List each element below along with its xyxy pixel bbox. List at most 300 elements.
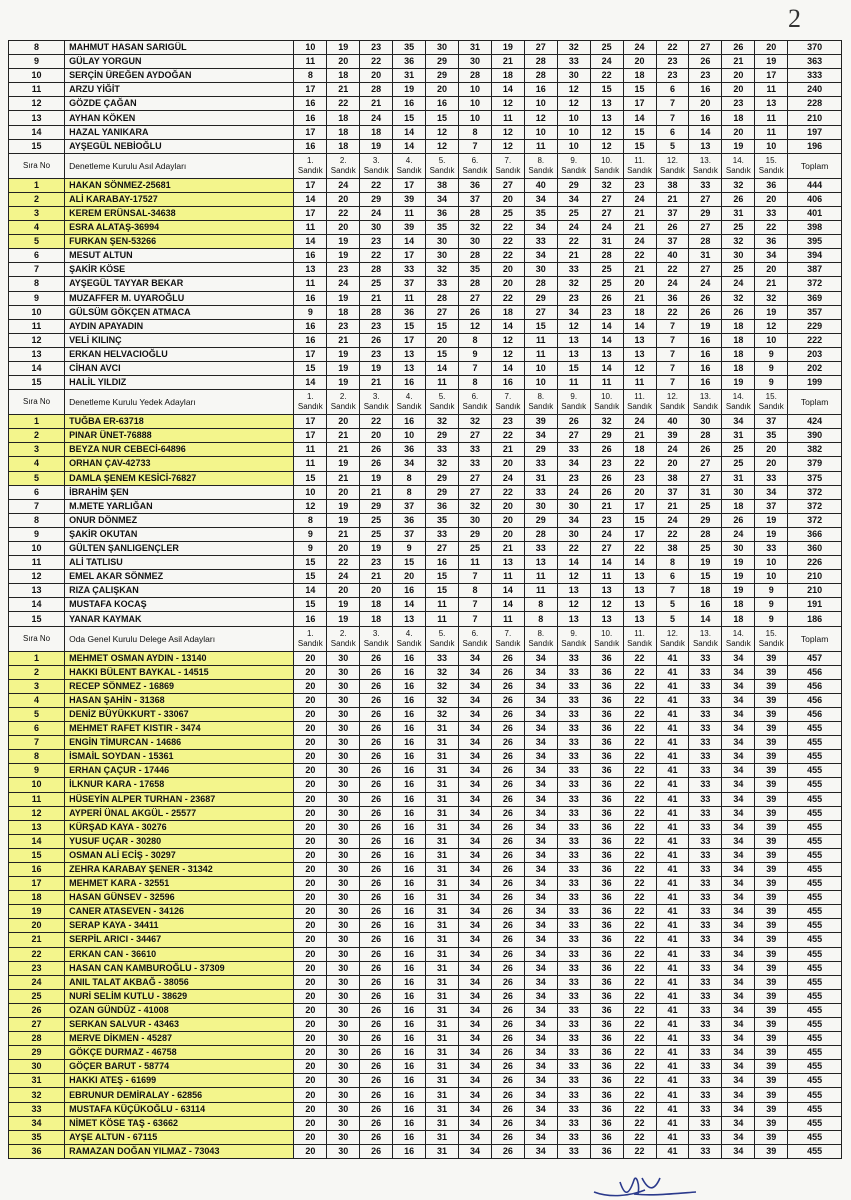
ballot-box-header: 15. Sandık: [755, 626, 788, 651]
vote-count: 13: [590, 584, 623, 598]
vote-count: 37: [393, 277, 426, 291]
total-votes: 455: [788, 877, 842, 891]
vote-count: 34: [524, 1102, 557, 1116]
vote-count: 36: [590, 750, 623, 764]
vote-count: 33: [557, 919, 590, 933]
row-number: 35: [9, 1130, 65, 1144]
vote-count: 25: [360, 527, 393, 541]
row-number: 17: [9, 877, 65, 891]
vote-count: 18: [360, 612, 393, 626]
vote-count: 26: [491, 820, 524, 834]
vote-count: 36: [590, 919, 623, 933]
candidate-name: SERAP KAYA - 34411: [65, 919, 294, 933]
vote-count: 37: [393, 527, 426, 541]
table-row: [9, 206, 842, 220]
vote-count: 15: [426, 111, 459, 125]
vote-count: 33: [557, 1102, 590, 1116]
vote-count: 39: [755, 1130, 788, 1144]
vote-count: 17: [623, 527, 656, 541]
vote-count: 20: [294, 1060, 327, 1074]
vote-count: 20: [491, 527, 524, 541]
ballot-box-header: 15. Sandık: [755, 153, 788, 178]
vote-count: 36: [590, 1130, 623, 1144]
vote-count: 13: [755, 97, 788, 111]
vote-count: 22: [623, 665, 656, 679]
vote-count: 31: [426, 891, 459, 905]
vote-count: 41: [656, 707, 689, 721]
vote-count: 33: [755, 542, 788, 556]
vote-count: 38: [656, 542, 689, 556]
vote-count: 12: [590, 139, 623, 153]
vote-count: 39: [755, 919, 788, 933]
vote-count: 33: [557, 1060, 590, 1074]
total-votes: 406: [788, 192, 842, 206]
row-number: 1: [9, 178, 65, 192]
vote-count: 30: [327, 1003, 360, 1017]
vote-count: 39: [755, 707, 788, 721]
vote-count: 15: [426, 319, 459, 333]
vote-count: 16: [393, 764, 426, 778]
vote-count: 16: [393, 1116, 426, 1130]
vote-count: 18: [623, 69, 656, 83]
vote-count: 22: [623, 1032, 656, 1046]
row-number: 8: [9, 513, 65, 527]
vote-count: 26: [360, 679, 393, 693]
section-title: Oda Genel Kurulu Delege Asil Adayları: [65, 626, 294, 651]
total-votes: 379: [788, 457, 842, 471]
vote-count: 34: [722, 1003, 755, 1017]
vote-count: 34: [458, 989, 491, 1003]
vote-count: 34: [722, 679, 755, 693]
vote-count: 15: [294, 361, 327, 375]
total-header: Toplam: [788, 626, 842, 651]
vote-count: 9: [755, 376, 788, 390]
ballot-box-header: 5. Sandık: [426, 153, 459, 178]
vote-count: 30: [327, 1130, 360, 1144]
vote-count: 26: [722, 192, 755, 206]
row-number: 2: [9, 192, 65, 206]
vote-count: 16: [393, 750, 426, 764]
ballot-box-header: 4. Sandık: [393, 390, 426, 415]
total-votes: 455: [788, 1060, 842, 1074]
vote-count: 26: [491, 1130, 524, 1144]
table-row: [9, 1003, 842, 1017]
vote-count: 19: [327, 249, 360, 263]
vote-count: 34: [458, 961, 491, 975]
candidate-name: TUĞBA ER-63718: [65, 415, 294, 429]
vote-count: 24: [327, 277, 360, 291]
vote-count: 39: [755, 947, 788, 961]
vote-count: 41: [656, 1060, 689, 1074]
vote-count: 11: [294, 443, 327, 457]
vote-count: 29: [426, 471, 459, 485]
vote-count: 30: [722, 485, 755, 499]
vote-count: 38: [656, 471, 689, 485]
vote-count: 40: [656, 415, 689, 429]
total-votes: 455: [788, 750, 842, 764]
vote-count: 23: [360, 347, 393, 361]
vote-count: 29: [426, 55, 459, 69]
vote-count: 26: [360, 333, 393, 347]
vote-count: 26: [491, 722, 524, 736]
vote-count: 41: [656, 989, 689, 1003]
candidate-name: AYŞEGÜL TAYYAR BEKAR: [65, 277, 294, 291]
table-row: [9, 221, 842, 235]
total-votes: 455: [788, 891, 842, 905]
vote-count: 27: [458, 471, 491, 485]
vote-count: 11: [426, 376, 459, 390]
total-votes: 229: [788, 319, 842, 333]
vote-count: 35: [426, 221, 459, 235]
vote-count: 26: [360, 891, 393, 905]
vote-count: 31: [722, 429, 755, 443]
vote-count: 16: [294, 97, 327, 111]
vote-count: 32: [722, 235, 755, 249]
vote-count: 39: [755, 1046, 788, 1060]
vote-count: 34: [722, 792, 755, 806]
vote-count: 34: [524, 736, 557, 750]
vote-count: 34: [524, 947, 557, 961]
vote-count: 37: [458, 192, 491, 206]
vote-count: 27: [458, 291, 491, 305]
vote-count: 36: [590, 736, 623, 750]
vote-count: 28: [524, 277, 557, 291]
vote-count: 33: [689, 764, 722, 778]
vote-count: 20: [491, 513, 524, 527]
vote-count: 16: [491, 376, 524, 390]
vote-count: 20: [623, 55, 656, 69]
vote-count: 17: [294, 125, 327, 139]
vote-count: 35: [524, 206, 557, 220]
row-number: 27: [9, 1018, 65, 1032]
vote-count: 33: [689, 792, 722, 806]
vote-count: 22: [623, 1130, 656, 1144]
vote-count: 14: [590, 361, 623, 375]
table-row: [9, 361, 842, 375]
candidate-name: AYHAN KÖKEN: [65, 111, 294, 125]
table-row: [9, 83, 842, 97]
table-row: [9, 235, 842, 249]
vote-count: 23: [590, 305, 623, 319]
vote-count: 31: [722, 206, 755, 220]
vote-count: 20: [327, 542, 360, 556]
vote-count: 31: [426, 919, 459, 933]
vote-count: 13: [393, 612, 426, 626]
total-votes: 382: [788, 443, 842, 457]
vote-count: 23: [623, 471, 656, 485]
candidate-name: CİHAN AVCI: [65, 361, 294, 375]
ballot-box-header: 15. Sandık: [755, 390, 788, 415]
table-row: [9, 862, 842, 876]
vote-count: 36: [590, 1003, 623, 1017]
table-body: [9, 41, 842, 1159]
results-sheet: [8, 40, 842, 1159]
vote-count: 22: [623, 693, 656, 707]
vote-count: 23: [360, 319, 393, 333]
total-votes: 455: [788, 975, 842, 989]
vote-count: 29: [524, 513, 557, 527]
vote-count: 24: [557, 485, 590, 499]
vote-count: 34: [722, 975, 755, 989]
row-number: 7: [9, 736, 65, 750]
vote-count: 30: [327, 707, 360, 721]
vote-count: 30: [426, 249, 459, 263]
candidate-name: ANIL TALAT AKBAĞ - 38056: [65, 975, 294, 989]
vote-count: 34: [458, 862, 491, 876]
vote-count: 24: [623, 41, 656, 55]
vote-count: 21: [360, 485, 393, 499]
vote-count: 34: [524, 877, 557, 891]
vote-count: 18: [327, 125, 360, 139]
vote-count: 33: [689, 1032, 722, 1046]
vote-count: 11: [524, 347, 557, 361]
vote-count: 34: [722, 961, 755, 975]
vote-count: 26: [491, 891, 524, 905]
vote-count: 26: [360, 834, 393, 848]
vote-count: 34: [524, 192, 557, 206]
vote-count: 12: [491, 125, 524, 139]
vote-count: 20: [294, 961, 327, 975]
vote-count: 37: [656, 206, 689, 220]
vote-count: 33: [689, 877, 722, 891]
ballot-box-header: 11. Sandık: [623, 626, 656, 651]
vote-count: 16: [294, 612, 327, 626]
vote-count: 10: [755, 570, 788, 584]
vote-count: 41: [656, 750, 689, 764]
vote-count: 26: [491, 1032, 524, 1046]
vote-count: 41: [656, 1074, 689, 1088]
candidate-name: İSMAİL SOYDAN - 15361: [65, 750, 294, 764]
vote-count: 39: [755, 891, 788, 905]
total-votes: 455: [788, 1088, 842, 1102]
vote-count: 34: [524, 693, 557, 707]
vote-count: 36: [590, 1102, 623, 1116]
vote-count: 19: [327, 41, 360, 55]
vote-count: 25: [722, 221, 755, 235]
table-row: [9, 679, 842, 693]
vote-count: 23: [590, 513, 623, 527]
vote-count: 34: [722, 736, 755, 750]
vote-count: 33: [557, 806, 590, 820]
vote-count: 20: [294, 1088, 327, 1102]
ballot-box-header: 12. Sandık: [656, 153, 689, 178]
row-number: 32: [9, 1088, 65, 1102]
vote-count: 29: [524, 291, 557, 305]
vote-count: 18: [722, 319, 755, 333]
vote-count: 9: [755, 584, 788, 598]
vote-count: 36: [656, 291, 689, 305]
vote-count: 22: [656, 41, 689, 55]
vote-count: 11: [524, 570, 557, 584]
vote-count: 8: [393, 485, 426, 499]
vote-count: 28: [590, 249, 623, 263]
vote-count: 34: [458, 679, 491, 693]
table-row: [9, 139, 842, 153]
table-row: [9, 848, 842, 862]
vote-count: 19: [755, 527, 788, 541]
vote-count: 10: [557, 139, 590, 153]
vote-count: 14: [491, 319, 524, 333]
total-votes: 455: [788, 933, 842, 947]
vote-count: 30: [327, 1060, 360, 1074]
vote-count: 30: [327, 1032, 360, 1046]
total-votes: 455: [788, 792, 842, 806]
vote-count: 31: [426, 989, 459, 1003]
vote-count: 28: [360, 305, 393, 319]
row-number: 36: [9, 1144, 65, 1158]
vote-count: 22: [623, 834, 656, 848]
vote-count: 26: [491, 778, 524, 792]
vote-count: 19: [327, 361, 360, 375]
total-votes: 357: [788, 305, 842, 319]
vote-count: 28: [458, 249, 491, 263]
vote-count: 34: [524, 862, 557, 876]
total-votes: 333: [788, 69, 842, 83]
vote-count: 8: [393, 471, 426, 485]
vote-count: 13: [557, 612, 590, 626]
vote-count: 16: [393, 665, 426, 679]
vote-count: 22: [656, 305, 689, 319]
row-number: 10: [9, 69, 65, 83]
vote-count: 21: [327, 429, 360, 443]
vote-count: 34: [524, 989, 557, 1003]
vote-count: 33: [557, 1088, 590, 1102]
vote-count: 33: [557, 736, 590, 750]
ballot-box-header: 11. Sandık: [623, 390, 656, 415]
vote-count: 27: [458, 429, 491, 443]
vote-count: 18: [722, 361, 755, 375]
vote-count: 22: [623, 1102, 656, 1116]
vote-count: 20: [623, 277, 656, 291]
vote-count: 33: [689, 679, 722, 693]
vote-count: 30: [327, 919, 360, 933]
vote-count: 12: [426, 139, 459, 153]
vote-count: 39: [755, 792, 788, 806]
row-number: 13: [9, 820, 65, 834]
vote-count: 9: [755, 361, 788, 375]
vote-count: 28: [524, 527, 557, 541]
vote-count: 34: [458, 947, 491, 961]
vote-count: 25: [590, 263, 623, 277]
vote-count: 15: [623, 125, 656, 139]
vote-count: 19: [689, 556, 722, 570]
vote-count: 18: [722, 499, 755, 513]
vote-count: 36: [590, 975, 623, 989]
vote-count: 33: [689, 778, 722, 792]
vote-count: 16: [294, 139, 327, 153]
vote-count: 33: [689, 1074, 722, 1088]
table-row: [9, 722, 842, 736]
vote-count: 12: [491, 139, 524, 153]
vote-count: 7: [458, 612, 491, 626]
vote-count: 16: [393, 877, 426, 891]
vote-count: 11: [590, 570, 623, 584]
vote-count: 14: [294, 235, 327, 249]
vote-count: 15: [590, 83, 623, 97]
vote-count: 19: [755, 55, 788, 69]
vote-count: 26: [491, 919, 524, 933]
vote-count: 30: [327, 989, 360, 1003]
ballot-box-header: 5. Sandık: [426, 626, 459, 651]
table-row: [9, 263, 842, 277]
vote-count: 33: [689, 933, 722, 947]
vote-count: 18: [722, 598, 755, 612]
vote-count: 19: [327, 235, 360, 249]
vote-count: 34: [524, 722, 557, 736]
vote-count: 28: [524, 69, 557, 83]
vote-count: 34: [557, 513, 590, 527]
vote-count: 20: [393, 570, 426, 584]
candidate-name: GÜLTEN ŞANLIGENÇLER: [65, 542, 294, 556]
vote-count: 22: [623, 707, 656, 721]
candidate-name: SERKAN SALVUR - 43463: [65, 1018, 294, 1032]
vote-count: 16: [393, 834, 426, 848]
candidate-name: EMEL AKAR SÖNMEZ: [65, 570, 294, 584]
vote-count: 15: [524, 319, 557, 333]
vote-count: 27: [491, 178, 524, 192]
vote-count: 22: [623, 457, 656, 471]
vote-count: 39: [755, 933, 788, 947]
vote-count: 13: [590, 612, 623, 626]
total-votes: 210: [788, 584, 842, 598]
vote-count: 36: [426, 206, 459, 220]
vote-count: 33: [689, 820, 722, 834]
vote-count: 34: [524, 806, 557, 820]
vote-count: 33: [557, 1032, 590, 1046]
vote-count: 27: [689, 221, 722, 235]
vote-count: 39: [755, 877, 788, 891]
vote-count: 30: [327, 1074, 360, 1088]
vote-count: 39: [755, 665, 788, 679]
vote-count: 17: [393, 178, 426, 192]
vote-count: 25: [360, 277, 393, 291]
vote-count: 39: [755, 764, 788, 778]
vote-count: 36: [458, 178, 491, 192]
vote-count: 9: [393, 542, 426, 556]
vote-count: 22: [623, 933, 656, 947]
vote-count: 15: [393, 319, 426, 333]
vote-count: 33: [689, 693, 722, 707]
vote-count: 21: [491, 542, 524, 556]
vote-count: 17: [294, 83, 327, 97]
vote-count: 23: [360, 556, 393, 570]
vote-count: 17: [294, 415, 327, 429]
row-number: 31: [9, 1074, 65, 1088]
vote-count: 36: [590, 862, 623, 876]
candidate-name: AYŞE ALTUN - 67115: [65, 1130, 294, 1144]
vote-count: 34: [722, 764, 755, 778]
vote-count: 26: [491, 707, 524, 721]
vote-count: 31: [426, 1032, 459, 1046]
vote-count: 20: [755, 192, 788, 206]
total-votes: 455: [788, 1130, 842, 1144]
vote-count: 30: [426, 235, 459, 249]
vote-count: 31: [426, 1046, 459, 1060]
vote-count: 10: [755, 139, 788, 153]
vote-count: 15: [623, 139, 656, 153]
ballot-box-header: 5. Sandık: [426, 390, 459, 415]
vote-count: 26: [491, 905, 524, 919]
vote-count: 13: [689, 139, 722, 153]
vote-count: 19: [360, 542, 393, 556]
vote-count: 22: [623, 736, 656, 750]
ballot-box-header: 7. Sandık: [491, 153, 524, 178]
vote-count: 26: [360, 764, 393, 778]
vote-count: 7: [458, 139, 491, 153]
vote-count: 26: [491, 862, 524, 876]
vote-count: 25: [722, 443, 755, 457]
ballot-box-header: 1. Sandık: [294, 626, 327, 651]
